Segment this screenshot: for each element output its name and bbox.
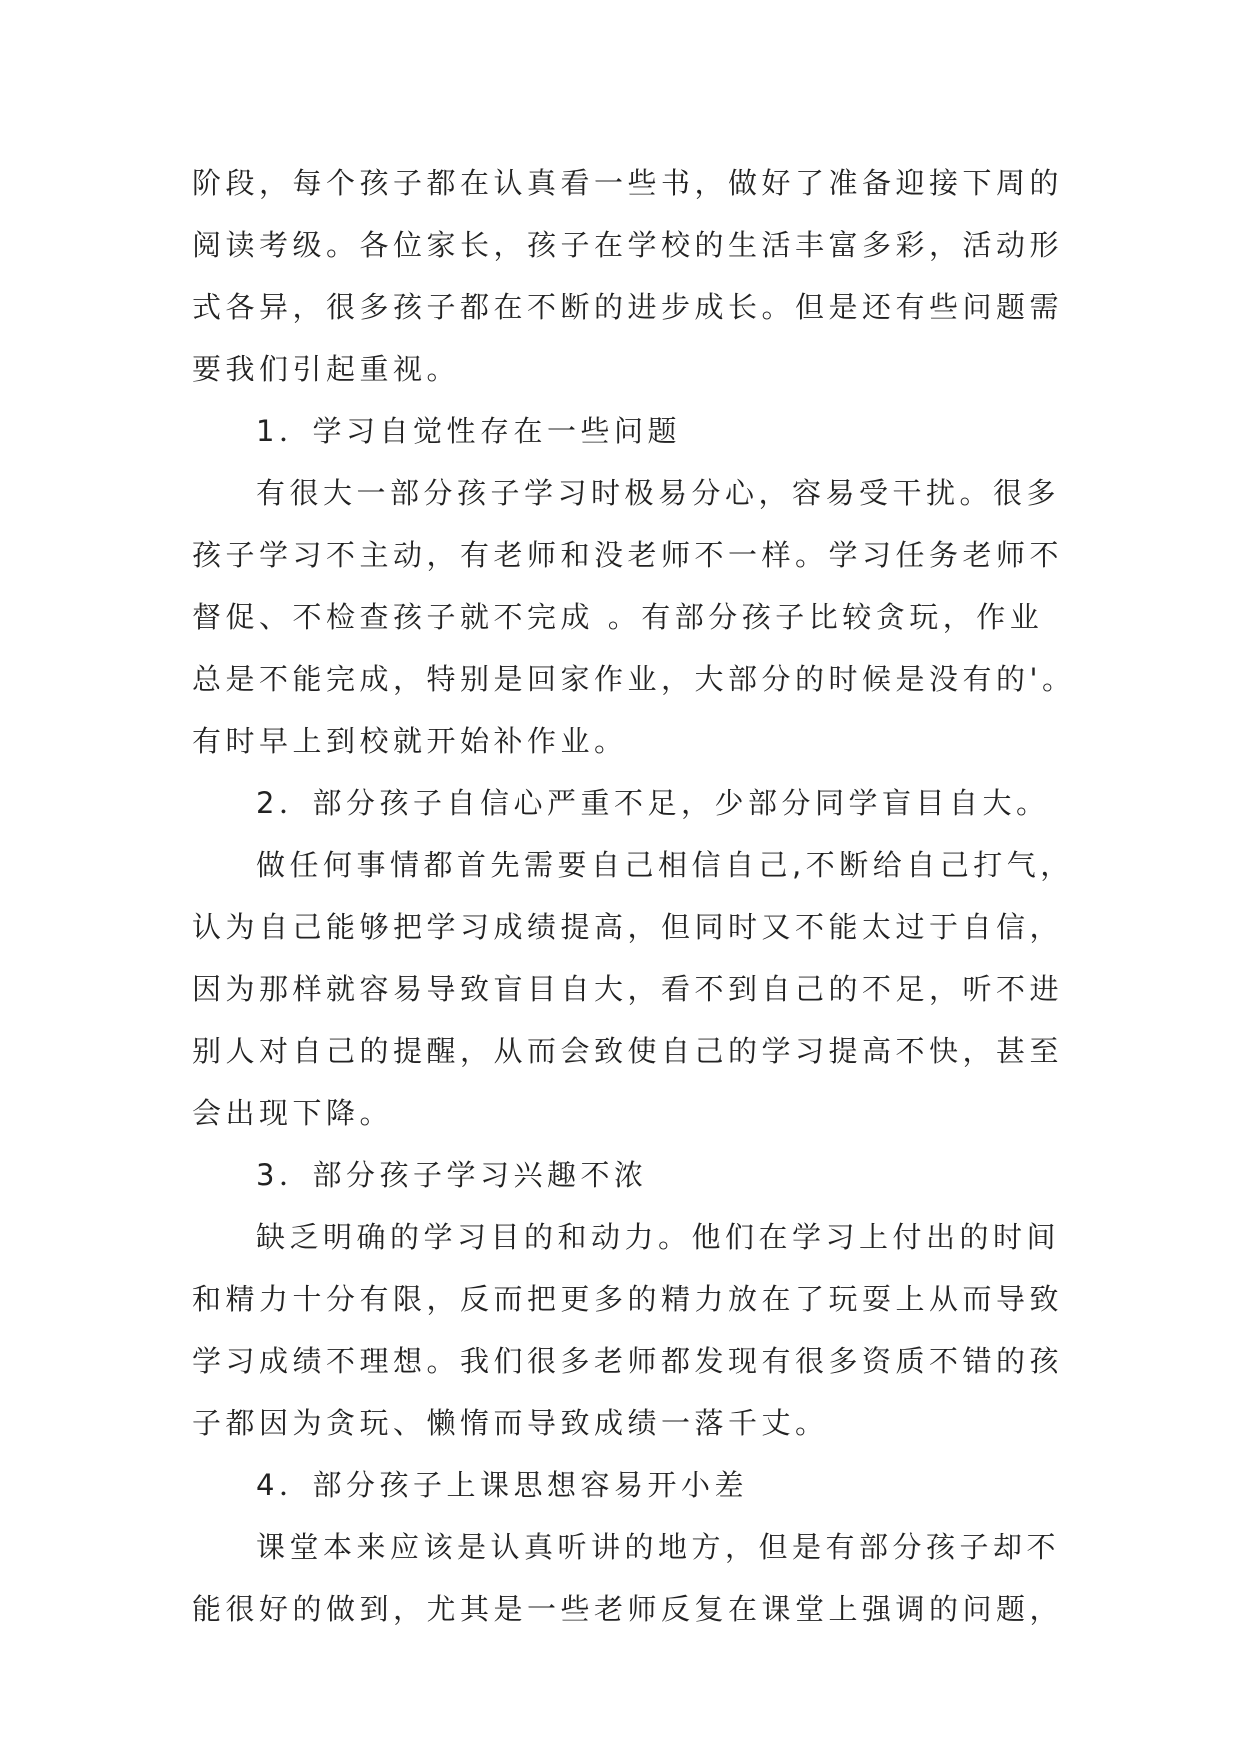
text-line: 督促、不检查孩子就不完成 。有部分孩子比较贪玩，作业	[192, 600, 1044, 634]
text-line: 阅读考级。各位家长，孩子在学校的生活丰富多彩，活动形	[192, 228, 1064, 262]
section-heading-4: 4．部分孩子上课思想容易开小差	[256, 1468, 748, 1502]
section-heading-3: 3．部分孩子学习兴趣不浓	[256, 1158, 648, 1192]
text-line: 总是不能完成，特别是回家作业，大部分的时候是没有的'。	[192, 662, 1076, 696]
text-line: 和精力十分有限，反而把更多的精力放在了玩耍上从而导致	[192, 1282, 1064, 1316]
text-line: 认为自己能够把学习成绩提高，但同时又不能太过于自信，	[192, 910, 1064, 944]
body-text	[192, 152, 1076, 1640]
text-line: 能很好的做到，尤其是一些老师反复在课堂上强调的问题，	[192, 1592, 1064, 1626]
text-line: 做任何事情都首先需要自己相信自己,不断给自己打气，	[256, 848, 1074, 882]
text-line: 缺乏明确的学习目的和动力。他们在学习上付出的时间	[256, 1220, 1061, 1254]
section-heading-2: 2．部分孩子自信心严重不足，少部分同学盲目自大。	[256, 786, 1050, 820]
text-line: 要我们引起重视。	[192, 352, 461, 386]
text-line: 学习成绩不理想。我们很多老师都发现有很多资质不错的孩	[192, 1344, 1064, 1378]
text-line: 孩子学习不主动，有老师和没老师不一样。学习任务老师不	[192, 538, 1064, 572]
text-line: 有时早上到校就开始补作业。	[192, 724, 628, 758]
text-line: 子都因为贪玩、懒惰而导致成绩一落千丈。	[192, 1406, 829, 1440]
text-line: 阶段，每个孩子都在认真看一些书，做好了准备迎接下周的	[192, 166, 1064, 200]
text-line: 有很大一部分孩子学习时极易分心，容易受干扰。很多	[256, 476, 1061, 510]
text-line: 别人对自己的提醒，从而会致使自己的学习提高不快，甚至	[192, 1034, 1064, 1068]
text-line: 课堂本来应该是认真听讲的地方，但是有部分孩子却不	[256, 1530, 1061, 1564]
text-line: 会出现下降。	[192, 1096, 394, 1130]
text-line: 式各异，很多孩子都在不断的进步成长。但是还有些问题需	[192, 290, 1064, 324]
text-line: 因为那样就容易导致盲目自大，看不到自己的不足，听不进	[192, 972, 1064, 1006]
section-heading-1: 1．学习自觉性存在一些问题	[256, 414, 681, 448]
